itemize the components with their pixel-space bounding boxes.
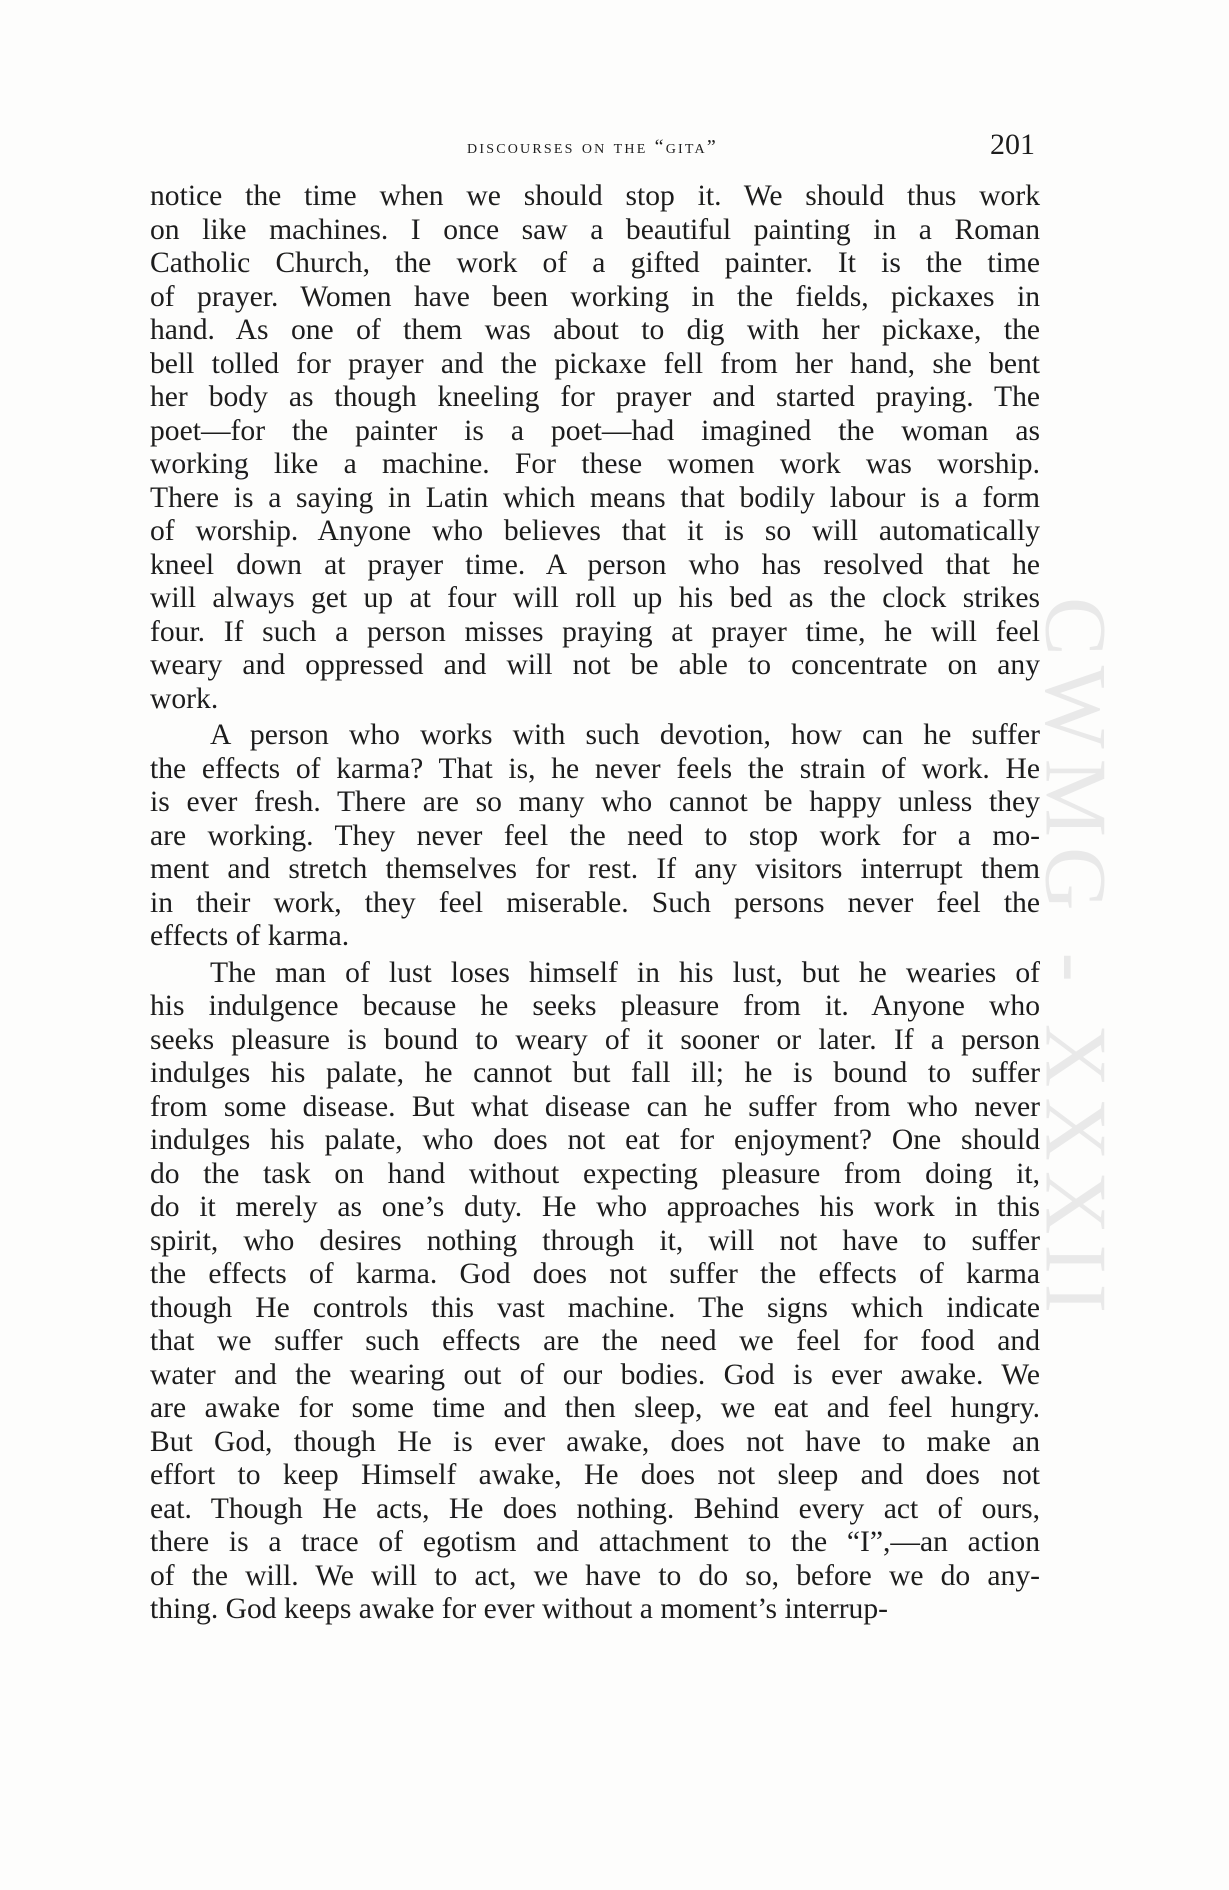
text-line: will always get up at four will roll up his bed as the clock strikes (150, 582, 1040, 614)
text-line: seeks pleasure is bound to weary of it sooner or later. If a person (150, 1023, 1040, 1056)
text-line: thing. God keeps awake for ever without a moment’s interrup- (150, 1593, 888, 1625)
watermark-text: CWMG - XXXII (1026, 596, 1124, 1324)
text-line: though He controls this vast machine. The signs which indicate (150, 1291, 1040, 1324)
paragraph-1 (150, 180, 1040, 716)
text-line: on like machines. I once saw a beautiful painting in a Roman (150, 213, 1040, 246)
running-title: discourses on the “gita” (467, 136, 718, 158)
text-line: of prayer. Women have been working in the fields, pickaxes in (150, 280, 1040, 313)
text-line: poet—for the painter is a poet—had imagined the woman as (150, 414, 1040, 447)
text-line: bell tolled for prayer and the pickaxe fell from her hand, she bent (150, 347, 1040, 380)
text-line: Catholic Church, the work of a gifted painter. It is the time (150, 247, 1040, 279)
text-line: A person who works with such devotion, how can he suffer (210, 719, 1040, 751)
text-line: are working. They never feel the need to stop work for a mo- (150, 819, 1040, 852)
text-line: her body as though kneeling for prayer and started praying. The (150, 381, 1040, 413)
text-line: of the will. We will to act, we have to do so, before we do any- (150, 1559, 1040, 1592)
text-line: kneel down at prayer time. A person who has resolved that he (150, 548, 1040, 581)
text-line: water and the wearing out of our bodies. God is ever awake. We (150, 1358, 1040, 1391)
text-line: The man of lust loses himself in his lust, but he wearies of (210, 956, 1040, 989)
paragraph-3 (150, 957, 1040, 1627)
body-text (150, 180, 1040, 1627)
text-line: effort to keep Himself awake, He does not sleep and does not (150, 1459, 1040, 1491)
text-line: working like a machine. For these women work was worship. (150, 448, 1040, 480)
text-line: But God, though He is ever awake, does not have to make an (150, 1425, 1040, 1458)
text-line: weary and oppressed and will not be able to concentrate on any (150, 649, 1040, 681)
text-line: effects of karma. (150, 920, 350, 952)
text-line: that we suffer such effects are the need we feel for food and (150, 1325, 1040, 1357)
text-line: indulges his palate, who does not eat for enjoyment? One should (150, 1124, 1040, 1156)
text-line: in their work, they feel miserable. Such persons never feel the (150, 886, 1040, 919)
text-line: hand. As one of them was about to dig with her pickaxe, the (150, 314, 1040, 346)
text-line: is ever fresh. There are so many who cannot be happy unless they (150, 786, 1040, 818)
text-line: work. (150, 682, 219, 715)
running-header (150, 128, 1035, 168)
watermark (1026, 430, 1124, 1490)
text-line: the effects of karma. God does not suffer the effects of karma (150, 1258, 1040, 1290)
text-line: are awake for some time and then sleep, we eat and feel hungry. (150, 1392, 1040, 1424)
text-line: There is a saying in Latin which means that bodily labour is a form (150, 481, 1040, 514)
text-line: ment and stretch themselves for rest. If any visitors interrupt them (150, 853, 1040, 885)
text-line: from some disease. But what disease can he suffer from who never (150, 1090, 1040, 1123)
paragraph-2 (150, 719, 1040, 954)
text-line: spirit, who desires nothing through it, will not have to suffer (150, 1224, 1040, 1257)
text-line: of worship. Anyone who believes that it is so will automatically (150, 515, 1040, 547)
text-line: eat. Though He acts, He does nothing. Behind every act of ours, (150, 1492, 1040, 1525)
text-line: indulges his palate, he cannot but fall ill; he is bound to suffer (150, 1057, 1040, 1089)
text-line: the effects of karma? That is, he never feels the strain of work. He (150, 752, 1040, 785)
text-line: do the task on hand without expecting pleasure from doing it, (150, 1157, 1040, 1190)
text-line: do it merely as one’s duty. He who approaches his work in this (150, 1191, 1040, 1223)
text-line: there is a trace of egotism and attachment to the “I”,—an action (150, 1526, 1040, 1558)
text-line: his indulgence because he seeks pleasure from it. Anyone who (150, 990, 1040, 1022)
text-line: four. If such a person misses praying at prayer time, he will feel (150, 615, 1040, 648)
text-line: notice the time when we should stop it. We should thus work (150, 180, 1040, 212)
page-number: 201 (990, 128, 1035, 161)
